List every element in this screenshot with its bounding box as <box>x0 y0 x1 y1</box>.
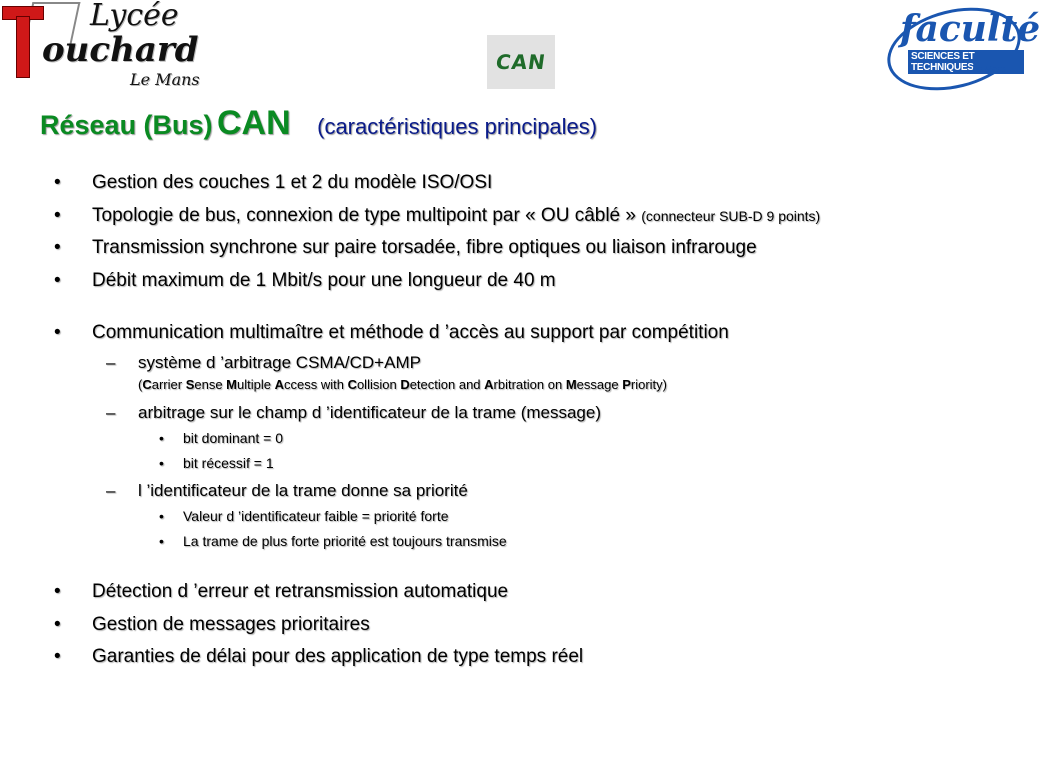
bullet-icon: • <box>54 205 61 226</box>
list-item <box>54 646 584 668</box>
sub-sub-list-item-text: La trame de plus forte priorité est toujours transmise <box>183 533 507 549</box>
list-item <box>54 322 729 344</box>
list-item-text: Détection d ’erreur et retransmission automatique <box>92 581 509 602</box>
dash-icon: – <box>106 481 116 500</box>
sub-list-item-text: système d ’arbitrage CSMA/CD+AMP <box>138 353 421 372</box>
faculte-logo <box>880 0 1040 92</box>
bullet-icon: • <box>159 533 164 549</box>
list-item-note: (connecteur SUB-D 9 points) <box>641 208 821 224</box>
list-item-text: Communication multimaître et méthode d ’accès au support par compétition <box>92 322 729 343</box>
dash-icon: – <box>106 403 116 422</box>
dash-icon: – <box>106 353 116 372</box>
faculte-city: Le Mans <box>972 64 1007 74</box>
bullet-icon: • <box>54 237 61 258</box>
sub-sub-list-item <box>159 533 507 549</box>
list-item-text: Garanties de délai pour des application de type temps réel <box>92 646 584 667</box>
list-item <box>54 270 556 292</box>
list-item <box>54 581 509 603</box>
sub-sub-list-item <box>159 430 284 446</box>
logo-text-le-mans: Le Mans <box>130 70 200 89</box>
sub-list-item <box>106 353 421 373</box>
logo-text-lycee: Lycée <box>90 0 179 33</box>
red-t-glyph <box>2 6 42 76</box>
bullet-icon: • <box>159 430 164 446</box>
logo-text-touchard: ouchard <box>42 30 199 70</box>
bullet-icon: • <box>54 614 61 635</box>
can-badge <box>487 35 555 89</box>
sub-list-item-text: l ’identificateur de la trame donne sa priorité <box>138 481 468 500</box>
list-item-text: Topologie de bus, connexion de type multipoint par « OU câblé » <box>92 205 636 226</box>
bullet-icon: • <box>54 270 61 291</box>
acronym-expansion: (Carrier Sense Multiple Access with Collision Detection and Arbitration on Message Priority) <box>138 377 667 392</box>
list-item-text: Gestion des couches 1 et 2 du modèle ISO/OSI <box>92 172 493 193</box>
list-item <box>54 205 821 227</box>
slide-title <box>40 104 597 143</box>
sub-sub-list-item-text: Valeur d ’identificateur faible = priorité forte <box>183 508 449 524</box>
sub-list-item <box>106 481 468 501</box>
list-item <box>54 614 370 636</box>
sub-sub-list-item-text: bit récessif = 1 <box>183 455 274 471</box>
list-item-text: Gestion de messages prioritaires <box>92 614 370 635</box>
bullet-icon: • <box>54 322 61 343</box>
sub-list-item <box>106 403 601 423</box>
title-can: CAN <box>217 104 291 142</box>
list-item <box>54 172 493 194</box>
sub-list-item-text: arbitrage sur le champ d ’identificateur de la trame (message) <box>138 403 601 422</box>
sub-sub-list-item-text: bit dominant = 0 <box>183 430 284 446</box>
list-item-text: Débit maximum de 1 Mbit/s pour une longueur de 40 m <box>92 270 556 291</box>
sub-sub-list-item <box>159 508 449 524</box>
can-badge-label: CAN <box>494 50 548 74</box>
sub-sub-list-item <box>159 455 274 471</box>
faculte-subtitle: SCIENCES ET TECHNIQUES <box>908 50 1024 74</box>
list-item <box>54 237 757 259</box>
bullet-icon: • <box>54 646 61 667</box>
bullet-icon: • <box>54 581 61 602</box>
bullet-icon: • <box>54 172 61 193</box>
bullet-icon: • <box>159 508 164 524</box>
title-main: Réseau (Bus) <box>40 110 213 140</box>
lycee-touchard-logo <box>0 0 215 95</box>
bullet-icon: • <box>159 455 164 471</box>
title-subtitle: (caractéristiques principales) <box>317 114 598 139</box>
faculte-word: faculté <box>900 8 1040 50</box>
list-item-text: Transmission synchrone sur paire torsadée, fibre optiques ou liaison infrarouge <box>92 237 757 258</box>
